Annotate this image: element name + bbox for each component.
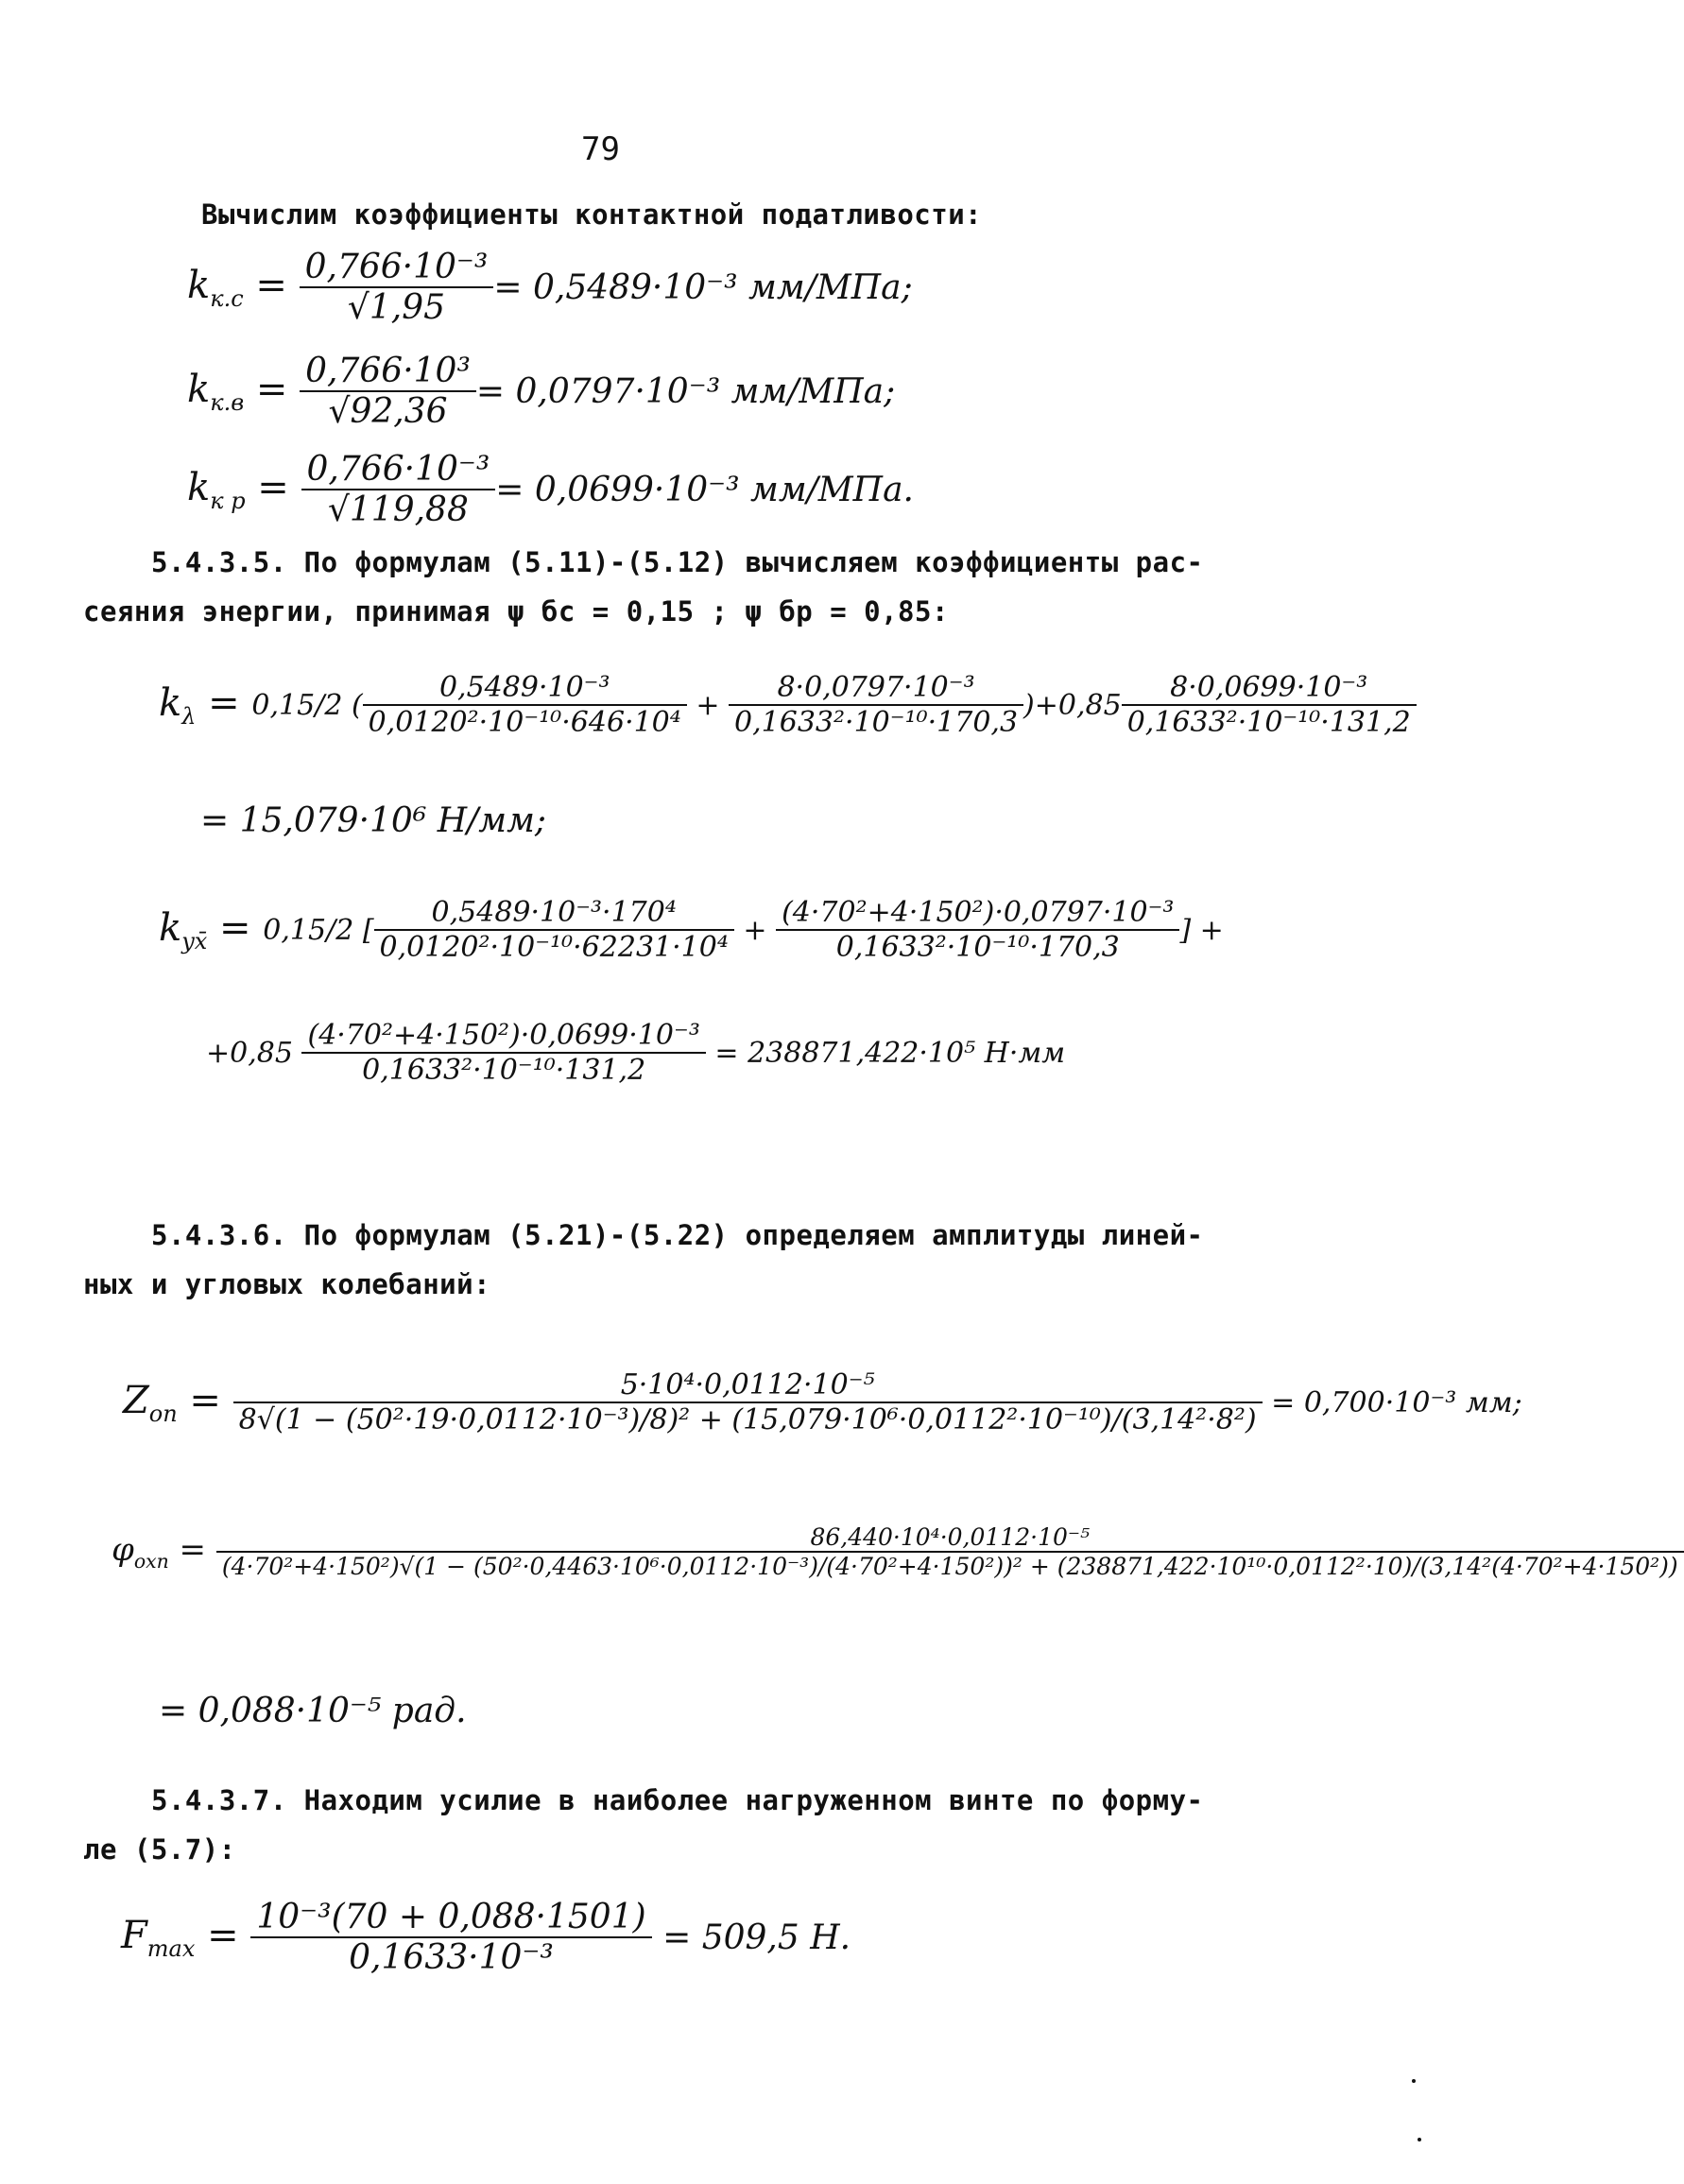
formula-k-lambda: $k_\lambda$ = 0,15/2 ( $\frac{\text{0,5489·10⁻³}}{\text{0,0120²·10⁻¹⁰·646·10⁴}}$ + $\frac{\text{8·0,0797·10⁻³}}{\text{0,1633²·10⁻¹⁰·170,3}}$ ) +0,85 $\frac{\text{8·0,0699·10⁻³}}{\text{0,1633²·10⁻¹⁰·131,2}}$ <box>159 671 1417 739</box>
sec-5437-line1: 5.4.3.7. Находим усилие в наиболее нагруженном винте по форму- <box>151 1784 1204 1816</box>
scan-speck <box>1412 2079 1416 2083</box>
z-on-symbol: $Z_{on}$ = <box>123 1378 233 1427</box>
k-kc-result: = 0,5489·10⁻³ мм/МПа; <box>493 267 913 307</box>
f-max-fraction: $\frac{\text{10⁻³(70 + 0,088·1501)}}{\text{0,1633·10⁻³}}$ <box>250 1898 651 1977</box>
page-number: 79 <box>581 130 620 168</box>
sec-5435-line1: 5.4.3.5. По формулам (5.11)-(5.12) вычисляем коэффициенты рас- <box>151 546 1204 578</box>
k-lambda-term3: $\frac{\text{8·0,0699·10⁻³}}{\text{0,1633²·10⁻¹⁰·131,2}}$ <box>1122 671 1417 739</box>
sec-5437-line2: ле (5.7): <box>83 1833 236 1866</box>
phi-oxn-fraction: 86,440·10⁴·0,0112·10⁻⁵ (4·70²+4·150²)√(1 − (50²·0,4463·10⁶·0,0112·10⁻³)/(4·70²+4·150²))² + (238871,422·10¹⁰·0,0112²·10)/(3,14²(4·70²+4·150²)) <box>216 1523 1684 1580</box>
f-max-result: = 509,5 Н. <box>662 1917 851 1957</box>
sec-5436-line1: 5.4.3.6. По формулам (5.21)-(5.22) определяем амплитуды линей- <box>151 1219 1204 1251</box>
formula-f-max <box>121 1898 851 1977</box>
k-lambda-term1: $\frac{\text{0,5489·10⁻³}}{\text{0,0120²·10⁻¹⁰·646·10⁴}}$ <box>363 671 687 739</box>
sec-5436-line2: ных и угловых колебаний: <box>83 1268 491 1300</box>
sec-5435-line2: сеяния энергии, принимая ψ бс = 0,15 ; ψ бр = 0,85: <box>83 595 949 628</box>
k-lambda-plus-coef: +0,85 <box>1034 688 1122 722</box>
intro-text: Вычислим коэффициенты контактной податливости: <box>201 198 983 231</box>
k-yx-line2-coef: +0,85 <box>206 1036 293 1070</box>
formula-k-yx: $k_{yx̄}$ = 0,15/2 [ $\frac{\text{0,5489·10⁻³·170⁴}}{\text{0,0120²·10⁻¹⁰·62231·10⁴}}$ + $\frac{\text{(4·70²+4·150²)·0,0797·10⁻³}}{\text{0,1633²·10⁻¹⁰·170,3}}$ ] + <box>159 896 1224 964</box>
k-lambda-result: = 15,079·10⁶ Н/мм; <box>200 801 547 840</box>
formula-z-on <box>123 1368 1522 1436</box>
k-kr-symbol: $k_{к р}$ = <box>187 465 301 514</box>
k-lambda-term2: $\frac{\text{8·0,0797·10⁻³}}{\text{0,1633²·10⁻¹⁰·170,3}}$ <box>729 671 1023 739</box>
k-kv-symbol: $k_{к.в}$ = <box>187 367 301 416</box>
k-kc-fraction: $\frac{\text{0,766·10⁻³}}{√1,95}$ <box>300 248 494 327</box>
formula-k-kc <box>187 248 913 327</box>
k-kv-fraction: $\frac{\text{0,766·10³}}{√92,36}$ <box>300 352 476 431</box>
formula-k-kv <box>187 352 895 431</box>
formula-k-kr <box>187 450 914 529</box>
phi-oxn-result: = 0,088·10⁻⁵ рад. <box>159 1692 467 1730</box>
k-lambda-symbol: $k_\lambda$ = <box>159 680 252 730</box>
k-kc-symbol: $k_{к.с}$ = <box>187 263 300 312</box>
k-yx-term1: $\frac{\text{0,5489·10⁻³·170⁴}}{\text{0,0120²·10⁻¹⁰·62231·10⁴}}$ <box>374 896 734 964</box>
scan-speck <box>1418 2138 1421 2141</box>
k-kv-result: = 0,0797·10⁻³ мм/МПа; <box>475 371 896 411</box>
k-kr-result: = 0,0699·10⁻³ мм/МПа. <box>495 470 914 509</box>
phi-oxn-symbol: $\varphi_{oxn}$ = <box>112 1531 216 1573</box>
k-yx-term3: $\frac{\text{(4·70²+4·150²)·0,0699·10⁻³}}{\text{0,1633²·10⁻¹⁰·131,2}}$ <box>301 1019 705 1087</box>
k-lambda-coef: 0,15/2 <box>251 688 343 722</box>
f-max-symbol: $F_{max}$ = <box>121 1913 251 1962</box>
k-yx-result: = 238871,422·10⁵ Н·мм <box>714 1036 1066 1070</box>
k-yx-coef: 0,15/2 <box>263 913 354 947</box>
formula-phi-oxn <box>112 1523 1684 1580</box>
z-on-fraction: 5·10⁴·0,0112·10⁻⁵ 8√(1 − (50²·19·0,0112·10⁻³)/8)² + (15,079·10⁶·0,0112²·10⁻¹⁰)/(3,14²·8²) <box>233 1368 1263 1436</box>
k-kr-fraction: $\frac{\text{0,766·10⁻³}}{√119,88}$ <box>301 450 496 529</box>
z-on-result: = 0,700·10⁻³ мм; <box>1271 1385 1522 1419</box>
k-yx-term2: $\frac{\text{(4·70²+4·150²)·0,0797·10⁻³}}{\text{0,1633²·10⁻¹⁰·170,3}}$ <box>776 896 1179 964</box>
formula-k-yx-line2 <box>206 1019 1065 1087</box>
k-yx-symbol: $k_{yx̄}$ = <box>159 905 264 954</box>
